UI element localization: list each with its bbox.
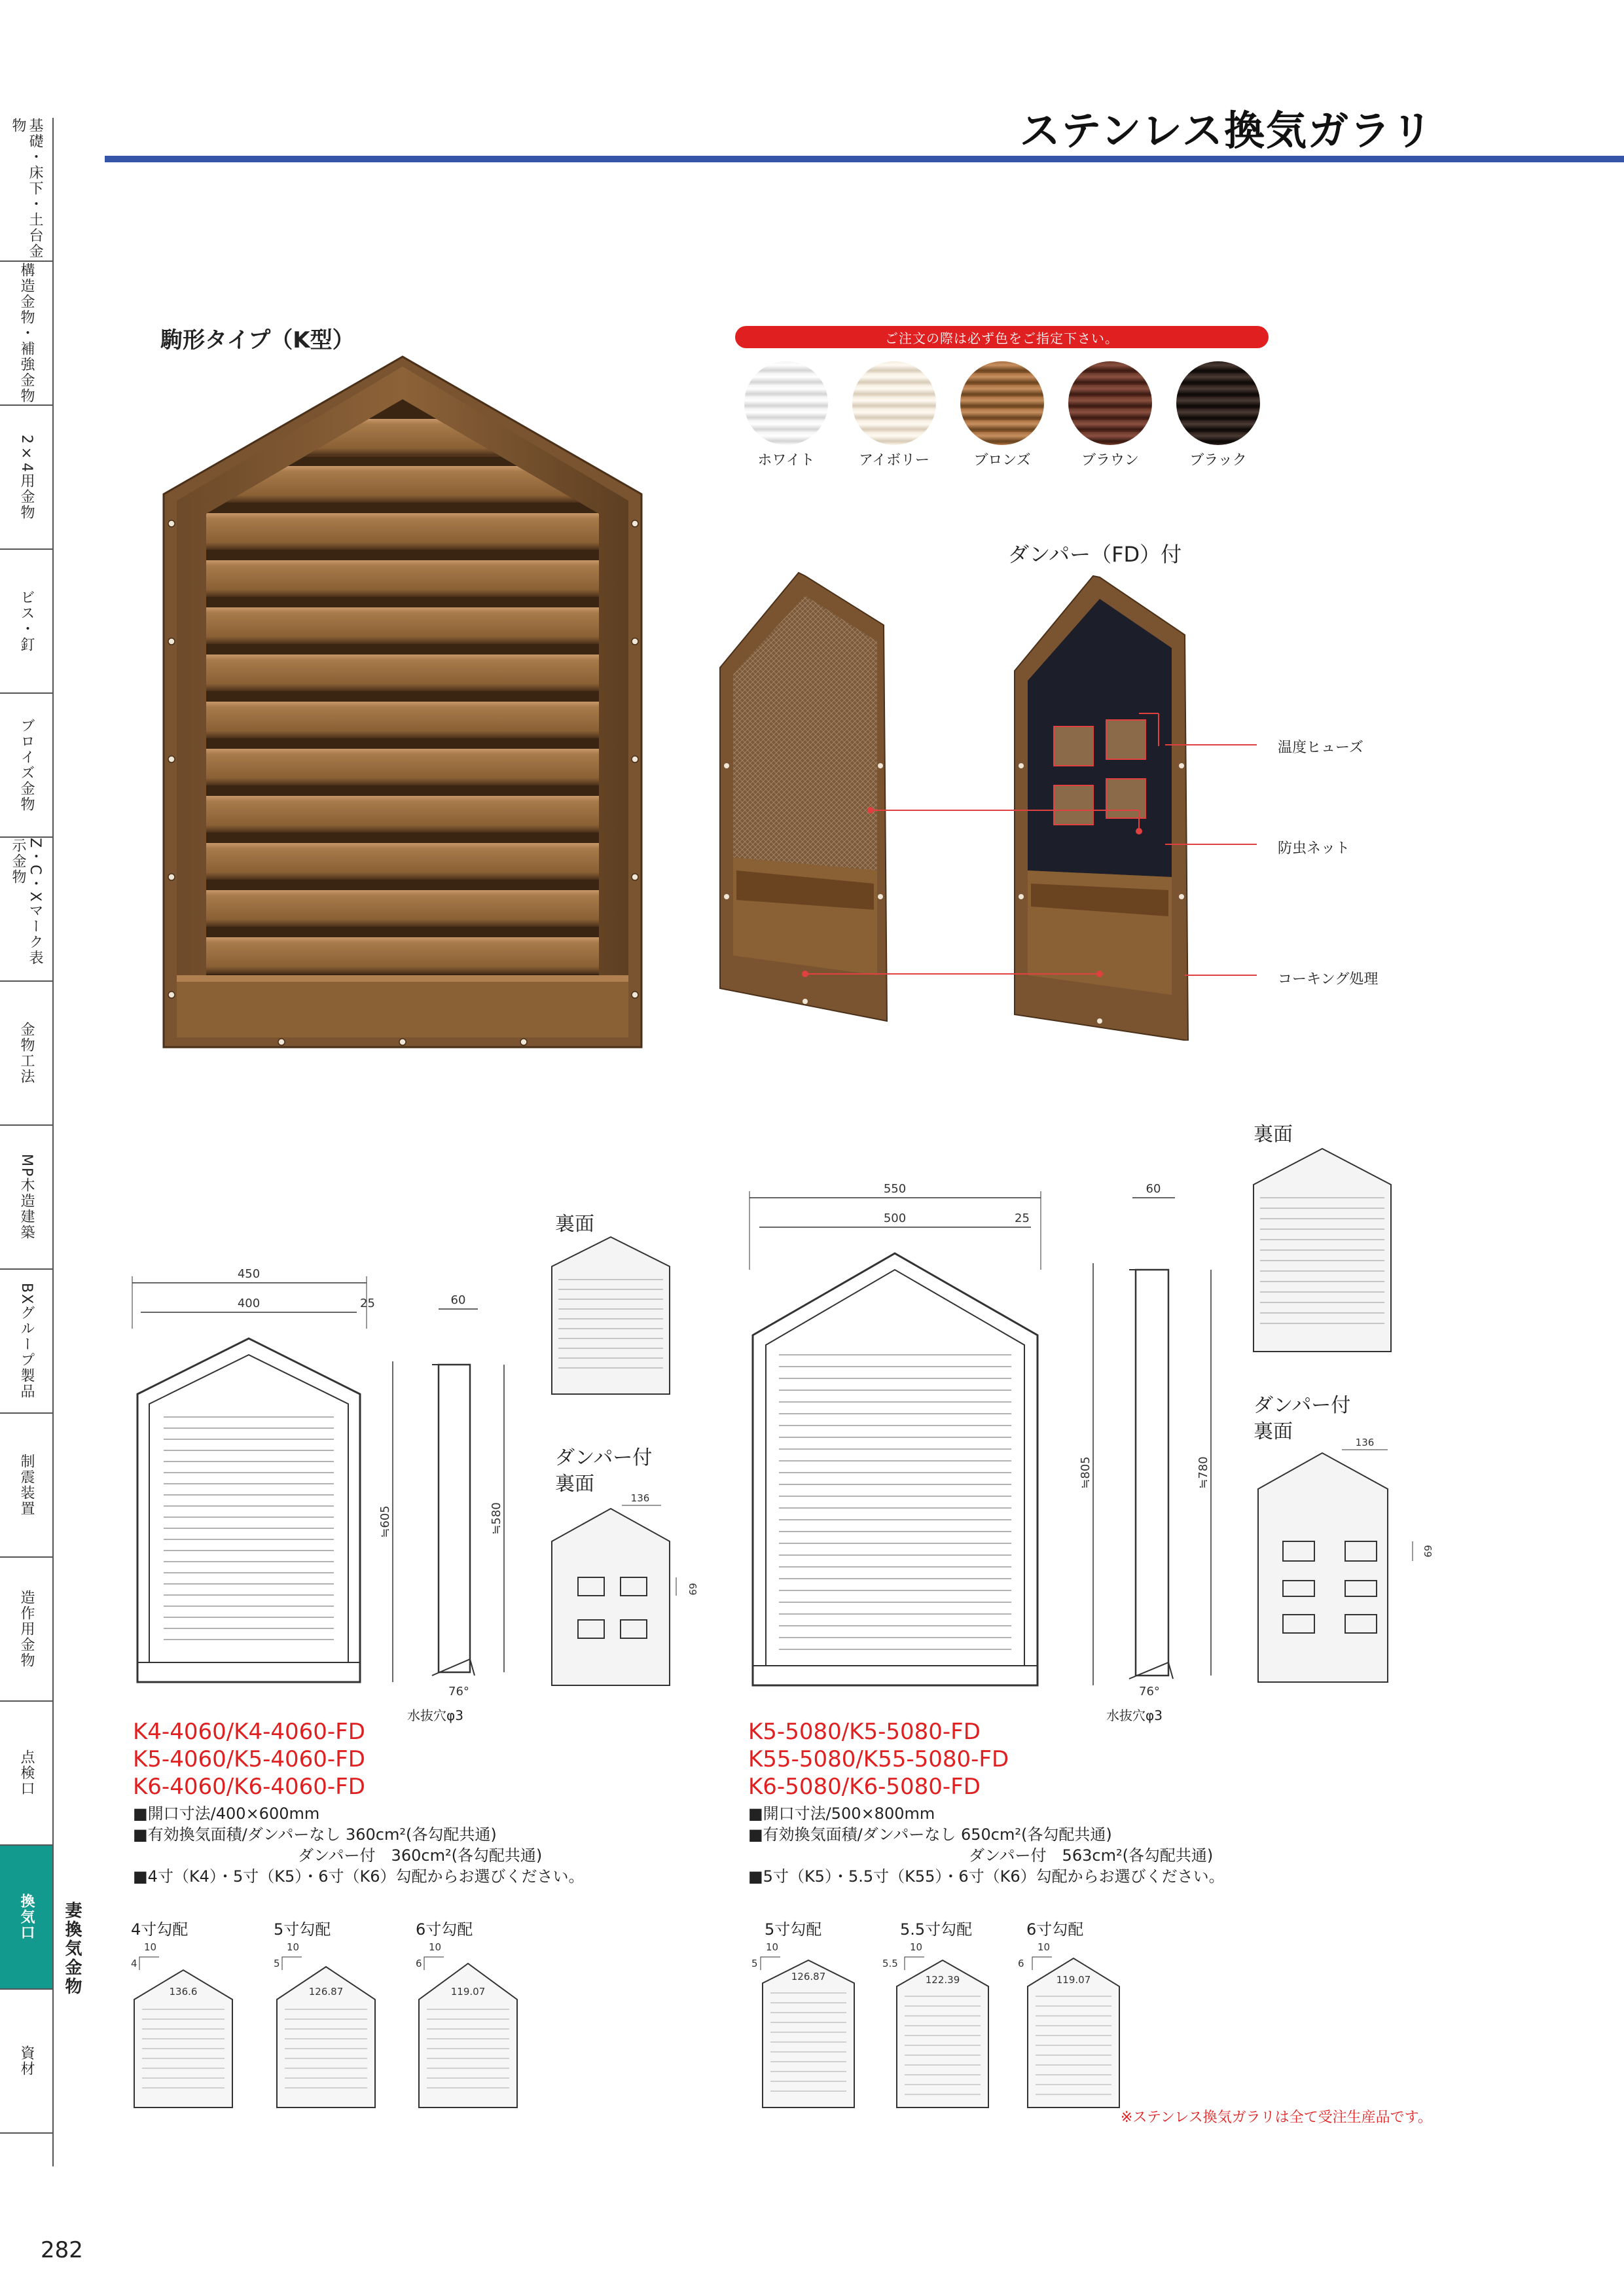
spec-right-opening: ■開口寸法/500×800mm [748, 1804, 935, 1823]
swatch-label-white: ホワイト [757, 452, 815, 469]
model-right-1: K5-5080/K5-5080-FD [748, 1719, 981, 1745]
model-left-1: K4-4060/K4-4060-FD [133, 1719, 365, 1745]
sidebar-tab-2x4[interactable]: 2×4用金物 [0, 406, 52, 550]
sidebar-tab-zcx[interactable]: Z・C・Xマーク表示金物 [0, 838, 52, 982]
svg-text:10: 10 [429, 1941, 442, 1953]
svg-text:119.07: 119.07 [450, 1986, 486, 1998]
swatch-black[interactable] [1176, 361, 1260, 445]
order-note: ご注文の際は必ず色をご指定下さい。 [735, 326, 1269, 348]
damper-caption: ダンパー（FD）付 [1008, 542, 1182, 567]
sidebar-tab-method[interactable]: 金物工法 [0, 982, 52, 1126]
svg-text:5.5: 5.5 [882, 1958, 898, 1969]
sidebar-tab-screws[interactable]: ビス・釘 [0, 550, 52, 694]
right-damper-back-drawing [1250, 1437, 1440, 1685]
swatch-brown[interactable] [1068, 361, 1152, 445]
damper-back-label-left: ダンパー付 裏面 [555, 1446, 653, 1496]
svg-text:119.07: 119.07 [1056, 1974, 1091, 1986]
page-number: 282 [41, 2237, 83, 2263]
sidebar-tab-mp[interactable]: MP木造建築 [0, 1126, 52, 1270]
damper-photos [713, 569, 1263, 1041]
spec-left-opening: ■開口寸法/400×600mm [133, 1804, 320, 1823]
model-right-2: K55-5080/K55-5080-FD [748, 1746, 1009, 1772]
left-back-drawing [549, 1234, 673, 1397]
spec-right-pitch-note: ■5寸（K5）・5.5寸（K55）・6寸（K6）勾配からお選びください。 [748, 1867, 1225, 1886]
dim-left-flange: 25 [360, 1297, 375, 1310]
left-front-drawing [124, 1257, 530, 1702]
pitch-right-1-label: 5寸勾配 [765, 1920, 822, 1939]
sidebar-tab-materials[interactable]: 資材 [0, 1990, 52, 2134]
dim-left-damper-h: 69 [687, 1583, 698, 1596]
swatch-label-ivory: アイボリー [858, 452, 930, 469]
callout-caulking: コーキング処理 [1278, 971, 1379, 988]
page-title: ステンレス換気ガラリ [1019, 107, 1434, 154]
sidebar-tab-inspection[interactable]: 点検口 [0, 1702, 52, 1846]
spec-left-area: ■有効換気面積/ダンパーなし 360cm²(各勾配共通) [133, 1825, 497, 1844]
pitch-right-2-label: 5.5寸勾配 [900, 1920, 973, 1939]
svg-text:122.39: 122.39 [925, 1974, 960, 1986]
swatch-label-black: ブラック [1189, 452, 1247, 469]
svg-text:10: 10 [910, 1941, 923, 1953]
pitch-right-3-label: 6寸勾配 [1026, 1920, 1084, 1939]
footnote: ※ステンレス換気ガラリは全て受注生産品です。 [1121, 2109, 1432, 2126]
sidebar-tab-structural[interactable]: 構造金物・補強金物 [0, 262, 52, 406]
dim-right-damper-h: 69 [1422, 1545, 1434, 1558]
left-damper-back-drawing [549, 1492, 725, 1689]
pitch-left-1-label: 4寸勾配 [131, 1920, 189, 1939]
dim-left-angle: 76° [448, 1685, 469, 1698]
sidebar-tab-damper[interactable]: 制震装置 [0, 1414, 52, 1558]
left-pitch-drawings [128, 1937, 573, 2114]
sidebar-tab-braise[interactable]: ブロイズ金物 [0, 694, 52, 838]
damper-back-label-right: ダンパー付 裏面 [1254, 1394, 1351, 1443]
pitch-left-2-label: 5寸勾配 [274, 1920, 331, 1939]
right-front-drawing [740, 1172, 1237, 1702]
dim-left-width-outer: 450 [237, 1267, 261, 1281]
svg-text:126.87: 126.87 [308, 1986, 344, 1998]
dim-left-width-inner: 400 [237, 1297, 261, 1310]
pitch-left-3-label: 6寸勾配 [416, 1920, 473, 1939]
dim-right-damper-w: 136 [1355, 1437, 1375, 1448]
dim-right-width-inner: 500 [883, 1211, 907, 1225]
dim-left-depth: 60 [450, 1293, 466, 1307]
dim-right-height-inner: ≒780 [1197, 1456, 1210, 1489]
svg-text:6: 6 [1018, 1958, 1024, 1969]
swatch-label-bronze: ブロンズ [973, 452, 1031, 469]
dim-right-width-outer: 550 [883, 1182, 907, 1196]
sidebar-tab-fixture[interactable]: 造作用金物 [0, 1558, 52, 1702]
dim-right-depth: 60 [1146, 1182, 1161, 1196]
dim-right-angle: 76° [1139, 1685, 1160, 1698]
sidebar-tab-foundation[interactable]: 基礎・床下・土台金物 [0, 118, 52, 262]
swatch-label-brown: ブラウン [1081, 452, 1139, 469]
right-back-drawing [1250, 1145, 1401, 1355]
dim-right-flange: 25 [1015, 1211, 1030, 1225]
back-label-right: 裏面 [1254, 1123, 1293, 1146]
dim-right-height-outer: ≒805 [1079, 1456, 1092, 1489]
svg-text:5: 5 [751, 1958, 758, 1969]
category-sidebar [0, 118, 54, 2166]
right-pitch-drawings [746, 1937, 1152, 2114]
spec-right-area: ■有効換気面積/ダンパーなし 650cm²(各勾配共通) [748, 1825, 1112, 1844]
svg-text:136.6: 136.6 [169, 1986, 198, 1998]
svg-text:10: 10 [1038, 1941, 1051, 1953]
drain-hole-left: 水抜穴φ3 [407, 1708, 463, 1723]
dim-left-height-outer: ≒605 [378, 1505, 392, 1538]
main-product-photo [151, 353, 648, 1060]
spec-right-area-damper: ダンパー付 563cm²(各勾配共通) [969, 1846, 1214, 1865]
model-right-3: K6-5080/K6-5080-FD [748, 1774, 981, 1800]
sidebar-sub-label: 妻換気金物 [62, 1901, 82, 1996]
svg-text:10: 10 [144, 1941, 157, 1953]
spec-left-pitch-note: ■4寸（K4）・5寸（K5）・6寸（K6）勾配からお選びください。 [133, 1867, 585, 1886]
svg-text:5: 5 [274, 1958, 280, 1969]
title-rule [105, 156, 1624, 162]
sidebar-tab-bx[interactable]: BXグループ製品 [0, 1270, 52, 1414]
sidebar-tab-ventilation[interactable]: 換気口 [0, 1846, 52, 1990]
svg-text:10: 10 [287, 1941, 300, 1953]
model-left-2: K5-4060/K5-4060-FD [133, 1746, 365, 1772]
spec-left-area-damper: ダンパー付 360cm²(各勾配共通) [298, 1846, 543, 1865]
callout-thermal-fuse: 温度ヒューズ [1278, 740, 1363, 756]
svg-text:10: 10 [766, 1941, 779, 1953]
back-label-left: 裏面 [555, 1213, 594, 1236]
swatch-ivory[interactable] [852, 361, 936, 445]
svg-text:6: 6 [416, 1958, 422, 1969]
type-heading: 駒形タイプ（K型） [160, 327, 355, 353]
svg-text:126.87: 126.87 [791, 1971, 826, 1982]
drain-hole-right: 水抜穴φ3 [1106, 1708, 1163, 1723]
swatch-white[interactable] [744, 361, 828, 445]
swatch-bronze[interactable] [960, 361, 1044, 445]
dim-left-height-inner: ≒580 [490, 1502, 503, 1535]
callout-insect-net: 防虫ネット [1278, 840, 1350, 857]
svg-text:4: 4 [131, 1958, 137, 1969]
dim-left-damper-w: 136 [630, 1492, 650, 1504]
model-left-3: K6-4060/K6-4060-FD [133, 1774, 365, 1800]
